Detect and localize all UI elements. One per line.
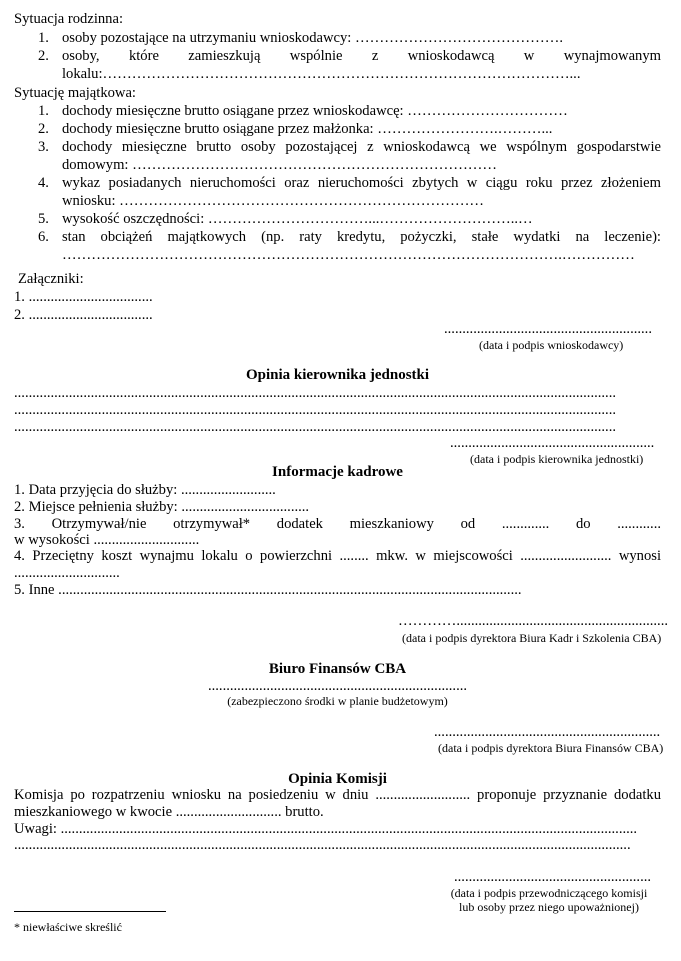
hr-line-5[interactable]: 5. Inne ............................................................................................................................... bbox=[14, 582, 522, 598]
commission-line-2[interactable]: mieszkaniowego w kwocie ............................. brutto. bbox=[14, 804, 324, 820]
family-item-2-number: 2. bbox=[38, 48, 49, 64]
assets-item-4-number: 4. bbox=[38, 175, 49, 191]
hr-title: Informacje kadrowe bbox=[272, 464, 403, 480]
assets-title: Sytuację majątkowa: bbox=[14, 85, 136, 101]
footnote-divider bbox=[14, 911, 166, 912]
family-item-1-number: 1. bbox=[38, 30, 49, 46]
hr-line-3-continuation[interactable]: w wysokości ............................. bbox=[14, 532, 200, 548]
commission-title: Opinia Komisji bbox=[288, 771, 387, 787]
assets-item-5-text[interactable]: wysokość oszczędności: ……………………………...………………………..… bbox=[62, 211, 533, 227]
finance-title: Biuro Finansów CBA bbox=[268, 661, 407, 677]
hr-line-4[interactable]: 4. Przeciętny koszt wynajmu lokalu o powierzchni ........ mkw. w miejscowości ......................... wynosi bbox=[14, 548, 661, 564]
manager-signature-line[interactable]: ........................................................ bbox=[450, 435, 655, 451]
finance-signature-line[interactable]: .............................................................. bbox=[434, 724, 661, 740]
hr-signature-caption: (data i podpis dyrektora Biura Kadr i Szkolenia CBA) bbox=[402, 631, 662, 645]
applicant-signature-line[interactable]: ......................................................... bbox=[444, 321, 652, 337]
hr-line-3[interactable]: 3. Otrzymywał/nie otrzymywał* dodatek mieszkaniowy od ............. do ............ bbox=[14, 516, 661, 532]
family-item-2-continuation[interactable]: lokalu:……………………………………………………………………………………... bbox=[62, 66, 581, 82]
assets-item-1-text[interactable]: dochody miesięczne brutto osiągane przez wnioskodawcę: …………………………… bbox=[62, 103, 568, 119]
manager-opinion-line-2[interactable]: ..................................................................................................................................................................... bbox=[14, 402, 616, 418]
assets-item-6-text[interactable]: stan obciążeń majątkowych (np. raty kredytu, pożyczki, stałe wydatki na leczenie): bbox=[62, 229, 661, 245]
attachment-line-2[interactable]: 2. .................................. bbox=[14, 307, 153, 323]
assets-item-1-number: 1. bbox=[38, 103, 49, 119]
assets-item-4-continuation[interactable]: wniosku: ………………………………………………………………… bbox=[62, 193, 485, 209]
manager-opinion-line-1[interactable]: ..................................................................................................................................................................... bbox=[14, 385, 616, 401]
assets-item-6-continuation[interactable]: ………………………………………………………………………………………….…………… bbox=[62, 247, 635, 263]
commission-signature-line[interactable]: ...................................................... bbox=[454, 869, 652, 885]
family-item-2-text[interactable]: osoby, które zamieszkują wspólnie z wnioskodawcą w wynajmowanym bbox=[62, 48, 661, 64]
finance-caption: (zabezpieczono środki w planie budżetowym) bbox=[227, 694, 448, 708]
manager-signature-caption: (data i podpis kierownika jednostki) bbox=[470, 452, 644, 466]
commission-remarks-continuation[interactable]: ......................................................................................................................................................................... bbox=[14, 837, 631, 853]
commission-line-1[interactable]: Komisja po rozpatrzeniu wniosku na posiedzeniu w dniu .......................... proponuje przyznanie dodatku bbox=[14, 787, 661, 803]
attachments-title: Załączniki: bbox=[18, 271, 84, 287]
applicant-signature-caption: (data i podpis wnioskodawcy) bbox=[479, 338, 624, 352]
assets-item-4-text[interactable]: wykaz posiadanych nieruchomości oraz nieruchomości zbytych w ciągu roku przez złożeniem bbox=[62, 175, 661, 191]
family-item-1-text[interactable]: osoby pozostające na utrzymaniu wnioskodawcy: ……………………………………. bbox=[62, 30, 563, 46]
hr-line-2[interactable]: 2. Miejsce pełnienia służby: ................................... bbox=[14, 499, 310, 515]
hr-line-4-continuation[interactable]: ............................. bbox=[14, 565, 120, 581]
manager-opinion-line-3[interactable]: ..................................................................................................................................................................... bbox=[14, 419, 616, 435]
assets-item-6-number: 6. bbox=[38, 229, 49, 245]
finance-signature-caption: (data i podpis dyrektora Biura Finansów CBA) bbox=[438, 741, 664, 755]
hr-line-1[interactable]: 1. Data przyjęcia do służby: .......................... bbox=[14, 482, 276, 498]
footnote: * niewłaściwe skreślić bbox=[14, 920, 122, 934]
assets-item-2-text[interactable]: dochody miesięczne brutto osiągane przez małżonka: …………………….………... bbox=[62, 121, 553, 137]
assets-item-2-number: 2. bbox=[38, 121, 49, 137]
hr-signature-line[interactable]: ………….......................................................... bbox=[398, 613, 668, 629]
commission-signature-caption-2: lub osoby przez niego upoważnionej) bbox=[459, 900, 639, 914]
assets-item-5-number: 5. bbox=[38, 211, 49, 227]
family-title: Sytuacja rodzinna: bbox=[14, 11, 124, 27]
assets-item-3-number: 3. bbox=[38, 139, 49, 155]
assets-item-3-text[interactable]: dochody miesięczne brutto osoby pozostającej z wnioskodawcą we wspólnym gospodarstwie bbox=[62, 139, 661, 155]
commission-remarks-line[interactable]: Uwagi: .............................................................................................................................................................. bbox=[14, 821, 638, 837]
manager-opinion-title: Opinia kierownika jednostki bbox=[245, 367, 430, 383]
finance-line[interactable]: ....................................................................... bbox=[207, 678, 468, 694]
assets-item-3-continuation[interactable]: domowym: ………………………………………………………………… bbox=[62, 157, 497, 173]
attachment-line-1[interactable]: 1. .................................. bbox=[14, 289, 153, 305]
commission-signature-caption-1: (data i podpis przewodniczącego komisji bbox=[450, 886, 648, 900]
